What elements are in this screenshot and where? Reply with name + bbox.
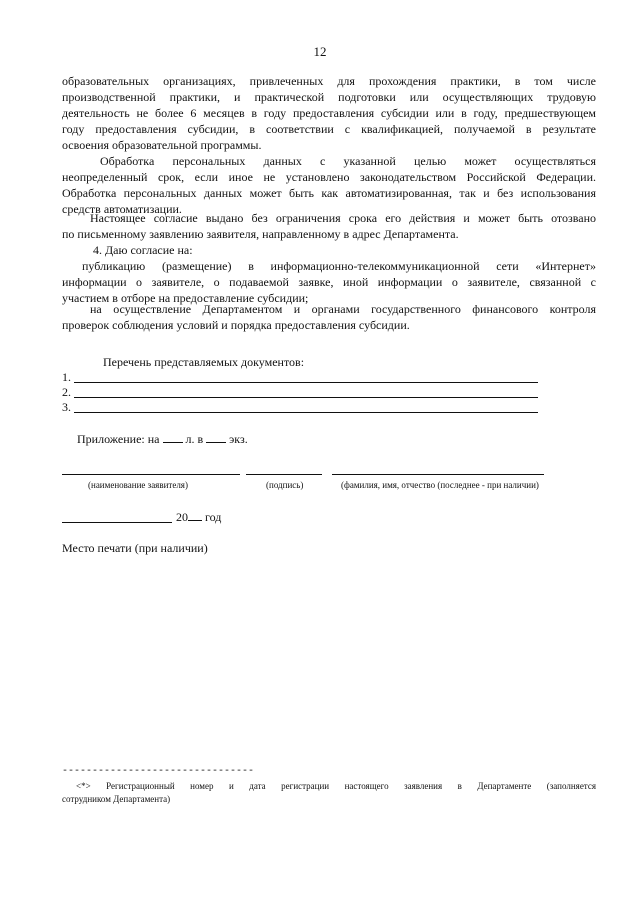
footnote-line: сотрудником Департамента) [62, 794, 171, 804]
item-4-heading: 4. Даю согласие на: [93, 243, 193, 257]
paragraph-line: деятельность не более 6 месяцев в году предоставления субсидии или в году, предшествующем [62, 106, 596, 120]
paragraph-line: проверок соблюдения условий и порядка предоставления субсидии. [62, 318, 410, 332]
paragraph-line: на осуществление Департаментом и органами государственного финансового контроля [90, 302, 596, 316]
paragraph-line: публикацию (размещение) в информационно-телекоммуникационной сети «Интернет» [82, 259, 596, 273]
documents-heading: Перечень представляемых документов: [103, 355, 305, 369]
date-year [176, 510, 221, 525]
paragraph-line: Обработка персональных данных может быть как автоматизированная, так и без использования [62, 186, 596, 200]
signature-caption: (подпись) [266, 480, 304, 490]
page-number: 12 [313, 44, 327, 59]
full-name-line[interactable] [332, 474, 544, 475]
document-line-1[interactable] [74, 382, 538, 383]
applicant-caption: (наименование заявителя) [88, 480, 188, 490]
year-prefix: 20 [176, 510, 188, 524]
paragraph-line: Настоящее согласие выдано без ограничения срока его действия и может быть отозвано [90, 211, 596, 225]
document-number: 2. [62, 385, 71, 399]
attachment-line [77, 432, 248, 447]
footnote-separator: -------------------------------- [62, 766, 255, 777]
paragraph-line: средств автоматизации. [62, 202, 182, 216]
paragraph-line: по письменному заявлению заявителя, направленному в адрес Департамента. [62, 227, 459, 241]
footnote-line: <*> Регистрационный номер и дата регистрации настоящего заявления в Департаменте (заполняется [76, 781, 596, 791]
paragraph-line: году предоставления субсидии, в соответствии с квалификацией, получаемой в результате [62, 122, 596, 136]
document-line-2[interactable] [74, 397, 538, 398]
signature-line[interactable] [246, 474, 322, 475]
paragraph-line: образовательных организациях, привлеченных для прохождения практики, в том числе [62, 74, 596, 88]
full-name-caption: (фамилия, имя, отчество (последнее - при наличии) [341, 480, 539, 490]
paragraph-line: Обработка персональных данных с указанной целью может осуществляться [100, 154, 596, 168]
paragraph-line: неопределенный срок, если иное не установлено законодательством Российской Федерации. [62, 170, 596, 184]
document-number: 3. [62, 400, 71, 414]
paragraph-line: информации о заявителе, о подаваемой заявке, иной информации о заявителе, связанной с [62, 275, 596, 289]
year-blank[interactable] [188, 510, 202, 521]
document-number: 1. [62, 370, 71, 384]
date-blank[interactable] [62, 522, 172, 523]
sheets-blank[interactable] [163, 432, 183, 443]
paragraph-line: участием в отборе на предоставление субсидии; [62, 291, 309, 305]
attachment-middle: л. в [185, 432, 204, 446]
year-suffix: год [205, 510, 222, 524]
document-line-3[interactable] [74, 412, 538, 413]
paragraph-line: освоения образовательной программы. [62, 138, 262, 152]
attachment-prefix: Приложение: на [77, 432, 160, 446]
paragraph-line: производственной практики, и практической подготовки или осуществляющих трудовую [62, 90, 596, 104]
copies-blank[interactable] [206, 432, 226, 443]
attachment-suffix: экз. [229, 432, 248, 446]
seal-place: Место печати (при наличии) [62, 541, 208, 555]
applicant-name-line[interactable] [62, 474, 240, 475]
